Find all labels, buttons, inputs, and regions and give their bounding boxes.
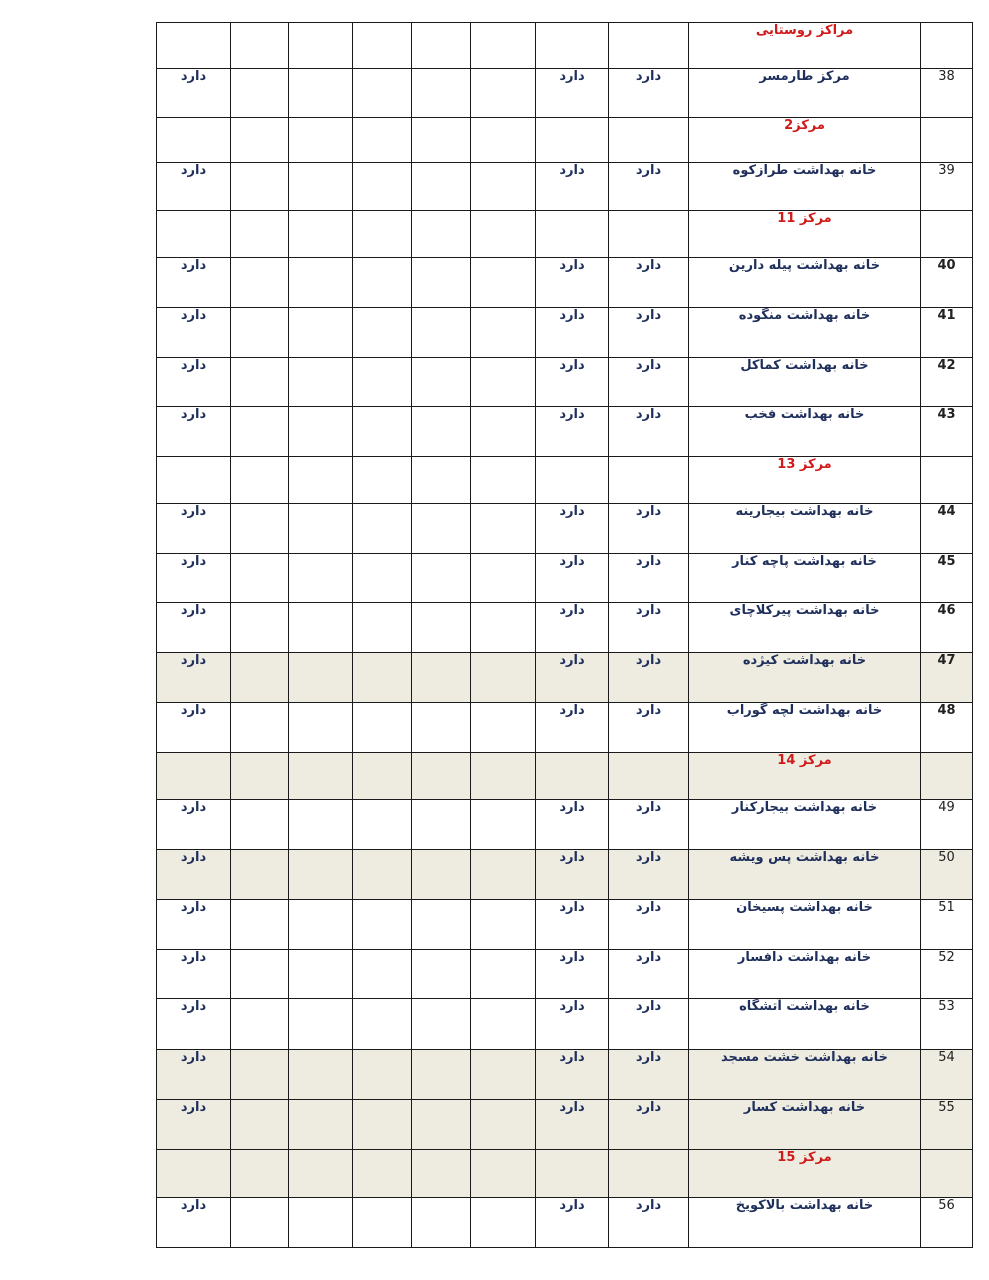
section-title: مرکز 14 (689, 753, 921, 800)
empty-cell (412, 211, 471, 258)
center-name-cell: خانه بهداشت لچه گوراب (689, 703, 921, 753)
empty-cell (412, 950, 471, 999)
empty-cell (412, 407, 471, 457)
empty-cell (353, 1050, 412, 1100)
empty-cell (289, 118, 353, 163)
empty-cell (412, 999, 471, 1050)
status-yes-cell: دارد (536, 800, 609, 850)
empty-cell (609, 211, 689, 258)
empty-cell (471, 999, 536, 1050)
center-name-cell: خانه بهداشت بیجارینه (689, 504, 921, 554)
status-yes-cell: دارد (157, 1100, 231, 1150)
empty-cell (353, 457, 412, 504)
status-yes-cell: دارد (609, 1050, 689, 1100)
empty-cell (231, 1100, 289, 1150)
empty-cell (289, 703, 353, 753)
row-number-cell: 46 (921, 603, 973, 653)
empty-cell (289, 800, 353, 850)
row-number-cell: 41 (921, 308, 973, 358)
empty-cell (609, 753, 689, 800)
table-row (157, 850, 973, 900)
empty-cell (921, 457, 973, 504)
table-row (157, 1050, 973, 1100)
table-row (157, 1100, 973, 1150)
section-header-row (157, 118, 973, 163)
status-yes-cell: دارد (609, 69, 689, 118)
empty-cell (412, 1050, 471, 1100)
center-name-cell: خانه بهداشت پسیخان (689, 900, 921, 950)
section-title: مرکز 11 (689, 211, 921, 258)
empty-cell (471, 504, 536, 554)
empty-cell (231, 1198, 289, 1248)
empty-cell (353, 23, 412, 69)
empty-cell (412, 800, 471, 850)
status-yes-cell: دارد (536, 258, 609, 308)
status-yes-cell: دارد (536, 163, 609, 211)
empty-cell (412, 23, 471, 69)
status-yes-cell: دارد (157, 258, 231, 308)
status-yes-cell: دارد (609, 407, 689, 457)
empty-cell (231, 358, 289, 407)
row-number-cell: 53 (921, 999, 973, 1050)
status-yes-cell: دارد (536, 653, 609, 703)
status-yes-cell: دارد (536, 69, 609, 118)
status-yes-cell: دارد (536, 603, 609, 653)
table-row (157, 358, 973, 407)
empty-cell (231, 504, 289, 554)
status-yes-cell: دارد (157, 554, 231, 603)
row-number-cell: 40 (921, 258, 973, 308)
empty-cell (412, 118, 471, 163)
status-yes-cell: دارد (157, 358, 231, 407)
empty-cell (471, 69, 536, 118)
empty-cell (231, 753, 289, 800)
empty-cell (353, 1100, 412, 1150)
center-name-cell: خانه بهداشت دافسار (689, 950, 921, 999)
status-yes-cell: دارد (157, 407, 231, 457)
empty-cell (289, 1100, 353, 1150)
empty-cell (289, 163, 353, 211)
status-yes-cell: دارد (157, 900, 231, 950)
empty-cell (921, 118, 973, 163)
empty-cell (412, 653, 471, 703)
empty-cell (921, 23, 973, 69)
empty-cell (471, 1050, 536, 1100)
empty-cell (231, 703, 289, 753)
empty-cell (231, 653, 289, 703)
empty-cell (471, 900, 536, 950)
status-yes-cell: دارد (536, 358, 609, 407)
status-yes-cell: دارد (536, 1100, 609, 1150)
row-number-cell: 51 (921, 900, 973, 950)
empty-cell (231, 554, 289, 603)
row-number-cell: 52 (921, 950, 973, 999)
center-name-cell: خانه بهداشت کسار (689, 1100, 921, 1150)
empty-cell (353, 504, 412, 554)
row-number-cell: 44 (921, 504, 973, 554)
table-row (157, 554, 973, 603)
empty-cell (231, 999, 289, 1050)
table-row (157, 163, 973, 211)
table-row (157, 504, 973, 554)
table-row (157, 950, 973, 999)
row-number-cell: 47 (921, 653, 973, 703)
empty-cell (157, 23, 231, 69)
empty-cell (471, 950, 536, 999)
empty-cell (536, 1150, 609, 1198)
empty-cell (471, 800, 536, 850)
row-number-cell: 50 (921, 850, 973, 900)
center-name-cell: خانه بهداشت آتشگاه (689, 999, 921, 1050)
empty-cell (289, 211, 353, 258)
center-name-cell: خانه بهداشت پیرکلاچای (689, 603, 921, 653)
empty-cell (353, 211, 412, 258)
empty-cell (353, 999, 412, 1050)
empty-cell (353, 554, 412, 603)
empty-cell (412, 603, 471, 653)
center-name-cell: خانه بهداشت منگوده (689, 308, 921, 358)
empty-cell (231, 800, 289, 850)
empty-cell (353, 753, 412, 800)
empty-cell (353, 69, 412, 118)
status-yes-cell: دارد (536, 1198, 609, 1248)
empty-cell (471, 457, 536, 504)
empty-cell (353, 800, 412, 850)
status-yes-cell: دارد (609, 554, 689, 603)
empty-cell (471, 258, 536, 308)
section-header-row (157, 23, 973, 69)
empty-cell (157, 753, 231, 800)
empty-cell (921, 1150, 973, 1198)
table-row (157, 258, 973, 308)
status-yes-cell: دارد (157, 603, 231, 653)
status-yes-cell: دارد (536, 504, 609, 554)
status-yes-cell: دارد (157, 308, 231, 358)
empty-cell (231, 1050, 289, 1100)
center-name-cell: خانه بهداشت بیجارکنار (689, 800, 921, 850)
empty-cell (471, 603, 536, 653)
table-row (157, 653, 973, 703)
empty-cell (471, 703, 536, 753)
empty-cell (353, 950, 412, 999)
status-yes-cell: دارد (609, 163, 689, 211)
empty-cell (289, 407, 353, 457)
empty-cell (536, 211, 609, 258)
empty-cell (412, 258, 471, 308)
section-header-row (157, 1150, 973, 1198)
empty-cell (231, 850, 289, 900)
table-row (157, 603, 973, 653)
center-name-cell: خانه بهداشت کیژده (689, 653, 921, 703)
empty-cell (536, 118, 609, 163)
status-yes-cell: دارد (609, 703, 689, 753)
empty-cell (231, 950, 289, 999)
empty-cell (353, 653, 412, 703)
empty-cell (231, 23, 289, 69)
empty-cell (231, 457, 289, 504)
section-title: مراکز روستایی (689, 23, 921, 69)
empty-cell (353, 163, 412, 211)
empty-cell (289, 69, 353, 118)
empty-cell (536, 457, 609, 504)
empty-cell (353, 407, 412, 457)
empty-cell (471, 163, 536, 211)
empty-cell (609, 118, 689, 163)
empty-cell (471, 1100, 536, 1150)
row-number-cell: 43 (921, 407, 973, 457)
status-yes-cell: دارد (609, 358, 689, 407)
empty-cell (412, 753, 471, 800)
empty-cell (412, 1100, 471, 1150)
empty-cell (412, 554, 471, 603)
status-yes-cell: دارد (536, 950, 609, 999)
empty-cell (471, 358, 536, 407)
empty-cell (471, 1198, 536, 1248)
row-number-cell: 48 (921, 703, 973, 753)
empty-cell (921, 753, 973, 800)
empty-cell (609, 1150, 689, 1198)
status-yes-cell: دارد (157, 950, 231, 999)
empty-cell (412, 163, 471, 211)
empty-cell (353, 358, 412, 407)
empty-cell (471, 211, 536, 258)
center-name-cell: خانه بهداشت فخب (689, 407, 921, 457)
empty-cell (353, 1198, 412, 1248)
empty-cell (536, 753, 609, 800)
status-yes-cell: دارد (536, 999, 609, 1050)
section-title: مرکز 15 (689, 1150, 921, 1198)
empty-cell (231, 603, 289, 653)
empty-cell (536, 23, 609, 69)
section-header-row (157, 457, 973, 504)
empty-cell (353, 1150, 412, 1198)
empty-cell (471, 753, 536, 800)
status-yes-cell: دارد (609, 504, 689, 554)
status-yes-cell: دارد (609, 850, 689, 900)
table-row (157, 407, 973, 457)
empty-cell (412, 69, 471, 118)
status-yes-cell: دارد (157, 163, 231, 211)
status-yes-cell: دارد (157, 800, 231, 850)
empty-cell (231, 1150, 289, 1198)
empty-cell (921, 211, 973, 258)
empty-cell (157, 1150, 231, 1198)
row-number-cell: 42 (921, 358, 973, 407)
empty-cell (231, 258, 289, 308)
empty-cell (231, 308, 289, 358)
status-yes-cell: دارد (609, 258, 689, 308)
section-title: مرکز2 (689, 118, 921, 163)
empty-cell (412, 1150, 471, 1198)
empty-cell (471, 118, 536, 163)
empty-cell (289, 753, 353, 800)
status-yes-cell: دارد (536, 900, 609, 950)
center-name-cell: خانه بهداشت پیله دارین (689, 258, 921, 308)
empty-cell (471, 407, 536, 457)
section-header-row (157, 753, 973, 800)
center-name-cell: خانه بهداشت کماکل (689, 358, 921, 407)
status-yes-cell: دارد (536, 554, 609, 603)
empty-cell (157, 457, 231, 504)
empty-cell (289, 1198, 353, 1248)
empty-cell (412, 1198, 471, 1248)
status-yes-cell: دارد (609, 603, 689, 653)
empty-cell (471, 23, 536, 69)
empty-cell (289, 358, 353, 407)
row-number-cell: 49 (921, 800, 973, 850)
status-yes-cell: دارد (536, 850, 609, 900)
status-yes-cell: دارد (157, 69, 231, 118)
empty-cell (289, 308, 353, 358)
status-yes-cell: دارد (609, 308, 689, 358)
empty-cell (412, 308, 471, 358)
status-yes-cell: دارد (157, 653, 231, 703)
section-title: مرکز 13 (689, 457, 921, 504)
status-yes-cell: دارد (609, 800, 689, 850)
empty-cell (471, 1150, 536, 1198)
empty-cell (289, 999, 353, 1050)
table-row (157, 308, 973, 358)
empty-cell (231, 163, 289, 211)
empty-cell (412, 358, 471, 407)
empty-cell (289, 850, 353, 900)
section-header-row (157, 211, 973, 258)
center-name-cell: خانه بهداشت طرازکوه (689, 163, 921, 211)
empty-cell (412, 900, 471, 950)
empty-cell (471, 653, 536, 703)
empty-cell (609, 457, 689, 504)
status-yes-cell: دارد (536, 1050, 609, 1100)
empty-cell (471, 850, 536, 900)
row-number-cell: 39 (921, 163, 973, 211)
table-row (157, 800, 973, 850)
center-name-cell: خانه بهداشت پاچه کنار (689, 554, 921, 603)
empty-cell (231, 69, 289, 118)
empty-cell (609, 23, 689, 69)
empty-cell (289, 258, 353, 308)
empty-cell (289, 653, 353, 703)
table-row (157, 900, 973, 950)
empty-cell (289, 504, 353, 554)
empty-cell (157, 211, 231, 258)
status-yes-cell: دارد (609, 950, 689, 999)
empty-cell (353, 900, 412, 950)
empty-cell (353, 118, 412, 163)
empty-cell (289, 950, 353, 999)
empty-cell (289, 603, 353, 653)
row-number-cell: 54 (921, 1050, 973, 1100)
empty-cell (157, 118, 231, 163)
health-centers-table (156, 22, 973, 1248)
empty-cell (412, 504, 471, 554)
empty-cell (353, 850, 412, 900)
empty-cell (231, 211, 289, 258)
row-number-cell: 55 (921, 1100, 973, 1150)
empty-cell (353, 308, 412, 358)
row-number-cell: 56 (921, 1198, 973, 1248)
empty-cell (289, 457, 353, 504)
table-row (157, 999, 973, 1050)
empty-cell (289, 554, 353, 603)
table-body (157, 23, 973, 1248)
status-yes-cell: دارد (157, 999, 231, 1050)
empty-cell (412, 703, 471, 753)
empty-cell (289, 23, 353, 69)
empty-cell (412, 457, 471, 504)
status-yes-cell: دارد (609, 1100, 689, 1150)
status-yes-cell: دارد (536, 703, 609, 753)
empty-cell (289, 900, 353, 950)
empty-cell (231, 900, 289, 950)
status-yes-cell: دارد (536, 407, 609, 457)
empty-cell (353, 703, 412, 753)
empty-cell (353, 258, 412, 308)
status-yes-cell: دارد (157, 1050, 231, 1100)
center-name-cell: خانه بهداشت خشت مسجد (689, 1050, 921, 1100)
status-yes-cell: دارد (609, 999, 689, 1050)
empty-cell (471, 308, 536, 358)
empty-cell (412, 850, 471, 900)
status-yes-cell: دارد (536, 308, 609, 358)
empty-cell (289, 1050, 353, 1100)
status-yes-cell: دارد (157, 850, 231, 900)
row-number-cell: 45 (921, 554, 973, 603)
status-yes-cell: دارد (157, 1198, 231, 1248)
center-name-cell: خانه بهداشت پس ویشه (689, 850, 921, 900)
table-row (157, 1198, 973, 1248)
empty-cell (231, 407, 289, 457)
empty-cell (289, 1150, 353, 1198)
table-row (157, 703, 973, 753)
status-yes-cell: دارد (609, 1198, 689, 1248)
center-name-cell: مرکز طارمسر (689, 69, 921, 118)
empty-cell (353, 603, 412, 653)
center-name-cell: خانه بهداشت بالاکویخ (689, 1198, 921, 1248)
empty-cell (231, 118, 289, 163)
table-row (157, 69, 973, 118)
empty-cell (471, 554, 536, 603)
row-number-cell: 38 (921, 69, 973, 118)
status-yes-cell: دارد (609, 900, 689, 950)
status-yes-cell: دارد (609, 653, 689, 703)
status-yes-cell: دارد (157, 504, 231, 554)
status-yes-cell: دارد (157, 703, 231, 753)
